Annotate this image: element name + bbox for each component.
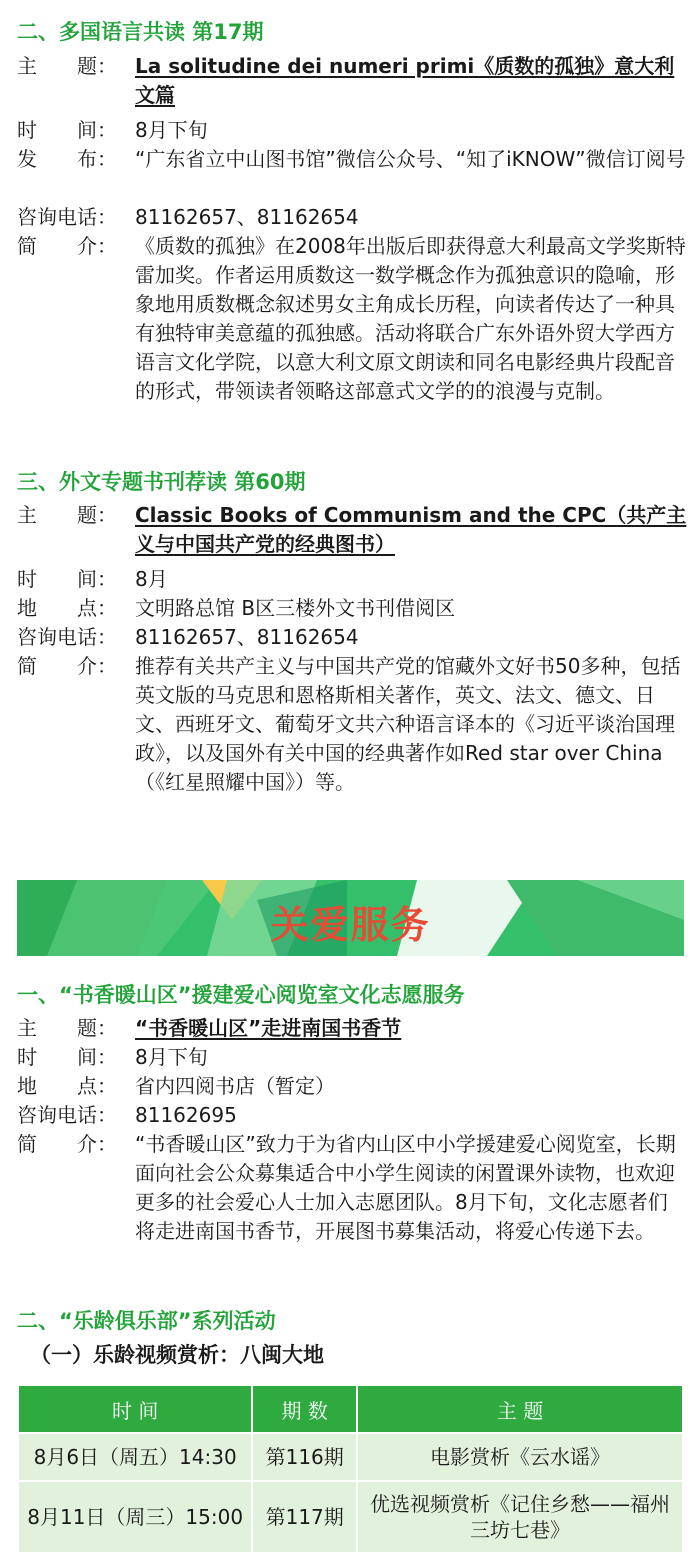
intro-row — [17, 1130, 687, 1246]
phone-row — [17, 1101, 687, 1130]
theme-value: Classic Books of Communism and the CPC（共产主义与中国共产党的经典图书） — [135, 503, 687, 556]
phone-row — [17, 203, 687, 232]
place-label: 地 点： — [17, 1074, 117, 1098]
header-issue: 期 数 — [252, 1385, 357, 1433]
time-value: 8月下旬 — [135, 118, 208, 142]
phone-label: 咨询电话： — [17, 205, 117, 229]
time-label: 时 间： — [17, 1045, 117, 1069]
theme-row — [17, 52, 687, 110]
theme-row — [17, 1014, 687, 1043]
time-row — [17, 116, 687, 145]
cell-time: 8月6日（周五）14:30 — [18, 1433, 252, 1481]
cell-issue: 第116期 — [252, 1433, 357, 1481]
table-header-row — [18, 1385, 683, 1433]
banner-title: 关爱服务 — [270, 903, 431, 947]
phone-value: 81162657、81162654 — [135, 625, 359, 649]
cell-issue: 第117期 — [252, 1481, 357, 1553]
cell-theme: 电影赏析《云水谣》 — [357, 1433, 683, 1481]
theme-label: 主 题： — [17, 1016, 117, 1040]
place-label: 地 点： — [17, 596, 117, 620]
publish-row — [17, 145, 687, 174]
section-title-foreign-books: 三、外文专题书刊荐读 第60期 — [17, 470, 306, 494]
time-label: 时 间： — [17, 567, 117, 591]
place-value: 文明路总馆 B区三楼外文书刊借阅区 — [135, 596, 456, 620]
section-title-reading-room: 一、“书香暖山区”援建爱心阅览室文化志愿服务 — [17, 983, 465, 1007]
intro-value: 推荐有关共产主义与中国共产党的馆藏外文好书50多种，包括英文版的马克思和恩格斯相关著作，英文、法文、德文、日文、西班牙文、葡萄牙文共六种语言译本的《习近平谈治国理政》，以及国外有关中国的经典著作如Red star over China（《红星照耀中国》）等。 — [135, 654, 681, 794]
theme-value: “书香暖山区”走进南国书香节 — [135, 1016, 402, 1040]
schedule-table — [17, 1384, 684, 1554]
intro-row — [17, 232, 687, 406]
phone-label: 咨询电话： — [17, 625, 117, 649]
intro-value: 《质数的孤独》在2008年出版后即获得意大利最高文学奖斯特雷加奖。作者运用质数这一数学概念作为孤独意识的隐喻，形象地用质数概念叙述男女主角成长历程，向读者传达了一种具有独特审美意蕴的孤独感。活动将联合广东外语外贸大学西方语言文化学院，以意大利文原文朗读和同名电影经典片段配音的形式，带领读者领略这部意式文学的的浪漫与克制。 — [135, 234, 686, 403]
phone-row — [17, 623, 687, 652]
cell-theme: 优选视频赏析《记住乡愁——福州三坊七巷》 — [357, 1481, 683, 1553]
phone-label: 咨询电话： — [17, 1103, 117, 1127]
place-row — [17, 1072, 687, 1101]
cell-time: 8月11日（周三）15:00 — [18, 1481, 252, 1553]
publish-value: “广东省立中山图书馆”微信公众号、“知了iKNOW”微信订阅号 — [135, 147, 686, 171]
table-row — [18, 1481, 683, 1553]
time-row — [17, 565, 687, 594]
header-time: 时 间 — [18, 1385, 252, 1433]
place-value: 省内四阅书店（暂定） — [135, 1074, 335, 1098]
publish-label: 发 布： — [17, 147, 117, 171]
header-theme: 主 题 — [357, 1385, 683, 1433]
intro-label: 简 介： — [17, 234, 117, 258]
time-row — [17, 1043, 687, 1072]
intro-value: “书香暖山区”致力于为省内山区中小学援建爱心阅览室，长期面向社会公众募集适合中小学生阅读的闲置课外读物，也欢迎更多的社会爱心人士加入志愿团队。8月下旬，文化志愿者们将走进南国书香节，开展图书募集活动，将爱心传递下去。 — [135, 1132, 676, 1243]
time-value: 8月 — [135, 567, 168, 591]
phone-value: 81162657、81162654 — [135, 205, 359, 229]
time-value: 8月下旬 — [135, 1045, 208, 1069]
theme-label: 主 题： — [17, 503, 117, 527]
time-label: 时 间： — [17, 118, 117, 142]
subsection-title-video: （一）乐龄视频赏析：八闽大地 — [30, 1343, 324, 1367]
table-row — [18, 1433, 683, 1481]
intro-label: 简 介： — [17, 1132, 117, 1156]
intro-label: 简 介： — [17, 654, 117, 678]
section-title-multilingual: 二、多国语言共读 第17期 — [17, 20, 264, 44]
section-title-senior-club: 二、“乐龄俱乐部”系列活动 — [17, 1309, 276, 1333]
phone-value: 81162695 — [135, 1103, 237, 1127]
care-service-banner — [17, 880, 684, 956]
theme-row — [17, 501, 687, 559]
intro-row — [17, 652, 687, 797]
place-row — [17, 594, 687, 623]
theme-value: La solitudine dei numeri primi《质数的孤独》意大利文篇 — [135, 54, 675, 107]
theme-label: 主 题： — [17, 54, 117, 78]
